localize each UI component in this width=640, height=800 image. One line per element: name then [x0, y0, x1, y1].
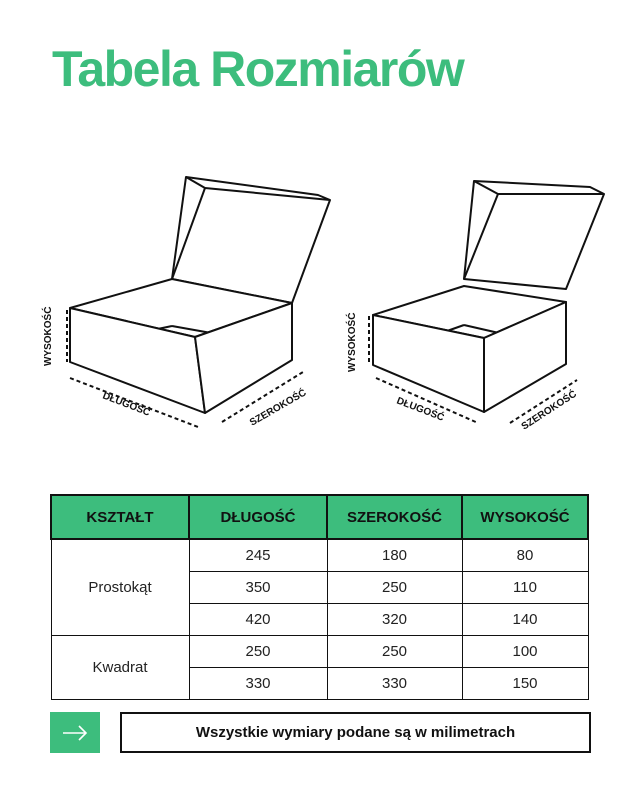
- units-note: Wszystkie wymiary podane są w milimetrach: [120, 712, 591, 753]
- shape-cell: Prostokąt: [51, 539, 189, 636]
- width-cell: 250: [327, 636, 462, 668]
- page-title: Tabela Rozmiarów: [52, 41, 464, 97]
- left-height-label: WYSOKOŚĆ: [43, 306, 54, 366]
- length-cell: 330: [189, 668, 327, 700]
- header-width: SZEROKOŚĆ: [327, 495, 462, 539]
- arrow-badge: [50, 712, 100, 753]
- height-cell: 140: [462, 604, 588, 636]
- table-row: [51, 539, 588, 572]
- length-cell: 245: [189, 539, 327, 572]
- height-cell: 110: [462, 572, 588, 604]
- width-cell: 180: [327, 539, 462, 572]
- size-table: [50, 494, 589, 700]
- header-length: DŁUGOŚĆ: [189, 495, 327, 539]
- shape-cell: Kwadrat: [51, 636, 189, 700]
- arrow-right-icon: [62, 725, 88, 741]
- width-cell: 330: [327, 668, 462, 700]
- table-row: [51, 636, 588, 668]
- rectangular-box-illustration: [70, 177, 330, 413]
- box-illustrations: [0, 150, 640, 450]
- header-height: WYSOKOŚĆ: [462, 495, 588, 539]
- length-cell: 250: [189, 636, 327, 668]
- width-cell: 320: [327, 604, 462, 636]
- height-cell: 100: [462, 636, 588, 668]
- left-length-label: DŁUGOŚĆ: [100, 390, 152, 419]
- length-cell: 420: [189, 604, 327, 636]
- length-cell: 350: [189, 572, 327, 604]
- table-header-row: [51, 495, 588, 539]
- right-length-label: DŁUGOŚĆ: [394, 395, 446, 424]
- header-shape: KSZTAŁT: [51, 495, 189, 539]
- height-cell: 80: [462, 539, 588, 572]
- width-cell: 250: [327, 572, 462, 604]
- left-width-label: SZEROKOŚĆ: [248, 387, 309, 429]
- square-box-illustration: [373, 181, 604, 412]
- right-height-label: WYSOKOŚĆ: [347, 312, 358, 372]
- right-width-label: SZEROKOŚĆ: [519, 388, 579, 433]
- height-cell: 150: [462, 668, 588, 700]
